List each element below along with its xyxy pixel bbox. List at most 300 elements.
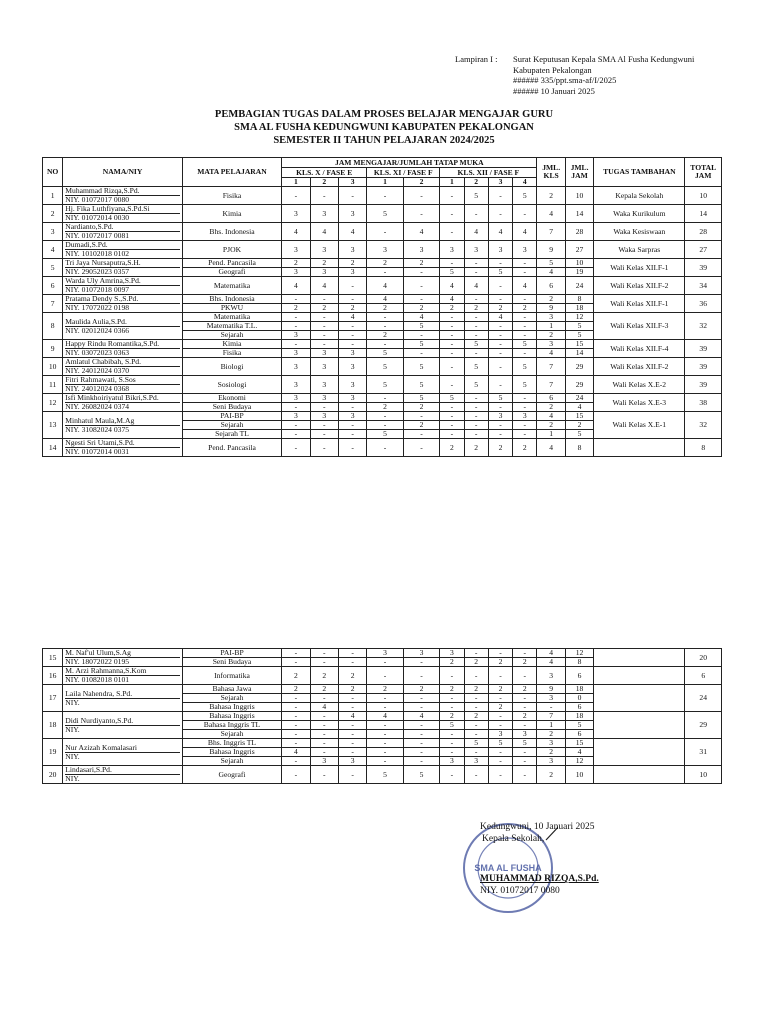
table-row — [43, 205, 722, 223]
total-jam: 14 — [685, 205, 722, 223]
hours-cell: - — [488, 649, 512, 658]
jml-kls-cell: 7 — [537, 712, 565, 721]
jml-jam-cell: 15 — [565, 340, 593, 349]
jml-kls-cell: 2 — [537, 187, 565, 205]
teacher-name: Maulida Aulia,S.Pd. — [65, 316, 127, 326]
hours-cell: - — [513, 331, 537, 340]
total-jam: 28 — [685, 223, 722, 241]
hours-cell: 3 — [338, 757, 366, 766]
teacher-name-cell — [63, 766, 183, 784]
hours-cell: - — [338, 439, 366, 457]
table-row — [43, 412, 722, 421]
hours-cell: 3 — [440, 649, 464, 658]
tugas-tambahan — [594, 712, 685, 739]
hours-cell: 4 — [464, 277, 488, 295]
hours-cell: - — [310, 331, 338, 340]
teacher-niy: NIY. 29052023 0357 — [65, 267, 180, 276]
hours-cell: - — [464, 313, 488, 322]
hours-cell: - — [440, 340, 464, 349]
hours-cell: - — [403, 730, 439, 739]
jml-jam-cell: 2 — [565, 421, 593, 430]
hours-cell: - — [310, 649, 338, 658]
jml-jam-cell: 12 — [565, 313, 593, 322]
teacher-no: 4 — [43, 241, 63, 259]
lampiran-line: Kabupaten Pekalongan — [513, 64, 592, 75]
hours-cell: 5 — [513, 739, 537, 748]
hours-cell: - — [403, 757, 439, 766]
hours-cell: 4 — [338, 712, 366, 721]
hours-cell: - — [403, 430, 439, 439]
hours-cell: - — [464, 394, 488, 403]
total-jam: 36 — [685, 295, 722, 313]
hours-cell: - — [440, 403, 464, 412]
total-jam: 38 — [685, 394, 722, 412]
teacher-name-cell — [63, 394, 183, 412]
hours-cell: - — [488, 694, 512, 703]
hours-cell: 3 — [464, 241, 488, 259]
hours-cell: 3 — [403, 649, 439, 658]
hours-cell: 3 — [338, 394, 366, 403]
teacher-name-cell — [63, 439, 183, 457]
subject: Sejarah — [182, 331, 281, 340]
subject: PKWU — [182, 304, 281, 313]
hours-cell: - — [338, 766, 366, 784]
table-row — [43, 685, 722, 694]
hours-cell: - — [513, 322, 537, 331]
hours-cell: - — [310, 403, 338, 412]
table-row — [43, 649, 722, 658]
teacher-name: Didi Nurdiyanto,S.Pd. — [65, 715, 134, 725]
col-jam-mengajar: JAM MENGAJAR/JUMLAH TATAP MUKA — [282, 158, 537, 168]
hours-cell: 2 — [403, 421, 439, 430]
hours-cell: - — [403, 205, 439, 223]
hours-cell: 4 — [403, 313, 439, 322]
tugas-tambahan: Wali Kelas X.E-1 — [594, 412, 685, 439]
hours-cell: 2 — [282, 304, 310, 313]
hours-cell: 2 — [488, 439, 512, 457]
tugas-tambahan: Wali Kelas XII.F-2 — [594, 277, 685, 295]
hours-cell: - — [440, 358, 464, 376]
teacher-no: 16 — [43, 667, 63, 685]
hours-cell: 3 — [282, 268, 310, 277]
hours-cell: 5 — [367, 376, 403, 394]
jml-jam-cell: 15 — [565, 739, 593, 748]
hours-cell: 4 — [488, 313, 512, 322]
hours-cell: 5 — [488, 739, 512, 748]
hours-cell: 5 — [403, 358, 439, 376]
hours-cell: - — [367, 667, 403, 685]
subject: Ekonomi — [182, 394, 281, 403]
teacher-niy: NIY. 01082018 0101 — [65, 675, 180, 684]
hours-cell: - — [440, 331, 464, 340]
hours-cell: 5 — [513, 376, 537, 394]
hours-cell: - — [282, 439, 310, 457]
hours-cell: - — [367, 187, 403, 205]
hours-cell: - — [338, 703, 366, 712]
subject: Kimia — [182, 205, 281, 223]
hours-cell: 4 — [367, 295, 403, 304]
jml-kls-cell: 2 — [537, 295, 565, 304]
teacher-niy: NIY. — [65, 725, 180, 734]
hours-cell: - — [440, 739, 464, 748]
hours-cell: - — [440, 694, 464, 703]
teacher-name: Pratama Dendy S.,S.Pd. — [65, 294, 139, 303]
hours-cell: - — [464, 766, 488, 784]
doc-title-line-3: SEMESTER II TAHUN PELAJARAN 2024/2025 — [273, 135, 495, 146]
jml-kls-cell: 7 — [537, 376, 565, 394]
tugas-tambahan: Waka Kurikulum — [594, 205, 685, 223]
teacher-no: 12 — [43, 394, 63, 412]
hours-cell: 4 — [338, 313, 366, 322]
hours-cell: - — [440, 259, 464, 268]
jml-jam-cell: 0 — [565, 694, 593, 703]
hours-cell: - — [488, 430, 512, 439]
hours-cell: - — [282, 757, 310, 766]
teacher-no: 11 — [43, 376, 63, 394]
teacher-name: Hj. Fika Luthfiyana,S.Pd.Si — [65, 204, 150, 213]
hours-cell: 2 — [282, 259, 310, 268]
hours-cell: - — [282, 322, 310, 331]
hours-cell: 2 — [367, 403, 403, 412]
subject: Bhs. Indonesia — [182, 295, 281, 304]
tugas-tambahan — [594, 649, 685, 667]
hours-cell: 2 — [440, 712, 464, 721]
hours-cell: 5 — [367, 358, 403, 376]
hours-cell: 4 — [440, 277, 464, 295]
hours-cell: 4 — [513, 223, 537, 241]
hours-cell: 2 — [464, 712, 488, 721]
hours-cell: - — [367, 421, 403, 430]
hours-cell: - — [464, 322, 488, 331]
hours-cell: 3 — [513, 730, 537, 739]
total-jam: 24 — [685, 685, 722, 712]
teacher-name-cell — [63, 712, 183, 739]
lampiran-line: Surat Keputusan Kepala SMA Al Fusha Kedungwuni — [513, 54, 695, 64]
hours-cell: - — [440, 187, 464, 205]
teacher-no: 13 — [43, 412, 63, 439]
jml-jam-cell: 29 — [565, 376, 593, 394]
table-row — [43, 277, 722, 295]
teacher-niy: NIY. 01072017 0081 — [65, 231, 180, 240]
hours-cell: 3 — [282, 394, 310, 403]
total-jam: 39 — [685, 340, 722, 358]
hours-cell: 5 — [403, 340, 439, 349]
jml-kls-cell: 7 — [537, 358, 565, 376]
hours-cell: 3 — [403, 241, 439, 259]
teacher-name-cell — [63, 649, 183, 667]
jml-kls-cell: 2 — [537, 403, 565, 412]
hours-cell: - — [440, 430, 464, 439]
lampiran-line: ###### 10 Januari 2025 — [513, 85, 595, 96]
hours-cell: - — [310, 766, 338, 784]
teacher-niy: NIY. 24012024 0368 — [65, 384, 180, 393]
hours-cell: 2 — [338, 667, 366, 685]
hours-cell: - — [513, 748, 537, 757]
hours-cell: - — [282, 649, 310, 658]
jml-jam-cell: 5 — [565, 322, 593, 331]
teacher-niy: NIY. 31082024 0375 — [65, 425, 180, 434]
hours-cell: 5 — [367, 430, 403, 439]
jml-jam-cell: 29 — [565, 358, 593, 376]
sub-col: 1 — [282, 178, 310, 187]
hours-cell: - — [440, 766, 464, 784]
col-jml-jam: JML. JAM — [565, 158, 593, 187]
hours-cell: - — [310, 313, 338, 322]
total-jam: 39 — [685, 358, 722, 376]
hours-cell: - — [464, 649, 488, 658]
table-body-main — [43, 187, 722, 457]
teacher-niy: NIY. 26082024 0374 — [65, 402, 180, 411]
tugas-tambahan: Wali Kelas XII.F-2 — [594, 358, 685, 376]
jml-kls-cell: 3 — [537, 694, 565, 703]
jml-jam-cell: 18 — [565, 304, 593, 313]
hours-cell: - — [488, 205, 512, 223]
hours-cell: - — [338, 721, 366, 730]
hours-cell: 5 — [464, 187, 488, 205]
hours-cell: - — [513, 313, 537, 322]
table-row — [43, 313, 722, 322]
teacher-niy: NIY. 02012024 0366 — [65, 326, 180, 335]
sub-col: 2 — [310, 178, 338, 187]
jml-kls-cell: 9 — [537, 304, 565, 313]
hours-cell: - — [367, 739, 403, 748]
jml-jam-cell: 12 — [565, 649, 593, 658]
hours-cell: 3 — [310, 205, 338, 223]
teacher-niy: NIY. — [65, 774, 180, 783]
jml-jam-cell: 24 — [565, 394, 593, 403]
hours-cell: 2 — [464, 685, 488, 694]
jml-kls-cell: 4 — [537, 658, 565, 667]
col-no: NO — [43, 158, 63, 187]
subject: Bhs. Indonesia — [182, 223, 281, 241]
jml-jam-cell: 8 — [565, 295, 593, 304]
hours-cell: - — [488, 403, 512, 412]
jml-kls-cell: 4 — [537, 349, 565, 358]
hours-cell: - — [282, 187, 310, 205]
jml-kls-cell: 4 — [537, 412, 565, 421]
hours-cell: 3 — [338, 376, 366, 394]
hours-cell: 2 — [310, 304, 338, 313]
teacher-niy: NIY. 24012024 0370 — [65, 366, 180, 375]
jml-jam-cell: 27 — [565, 241, 593, 259]
hours-cell: - — [282, 313, 310, 322]
teacher-name: Warda Uly Amrina,S.Pd. — [65, 276, 141, 285]
tugas-tambahan: Wali Kelas X.E-2 — [594, 376, 685, 394]
hours-cell: - — [440, 748, 464, 757]
teacher-name-cell — [63, 223, 183, 241]
hours-cell: - — [440, 667, 464, 685]
hours-cell: - — [338, 421, 366, 430]
hours-cell: - — [464, 667, 488, 685]
hours-cell: - — [513, 268, 537, 277]
hours-cell: - — [367, 757, 403, 766]
total-jam: 10 — [685, 187, 722, 205]
teacher-niy: NIY. 01072014 0031 — [65, 447, 180, 456]
jml-jam-cell: 4 — [565, 403, 593, 412]
jml-jam-cell: 15 — [565, 412, 593, 421]
table-row — [43, 394, 722, 403]
hours-cell: 3 — [310, 394, 338, 403]
jml-kls-cell: - — [537, 703, 565, 712]
teacher-name-cell — [63, 376, 183, 394]
hours-cell: - — [488, 187, 512, 205]
teacher-name: Ngesti Sri Utami,S.Pd. — [65, 438, 135, 447]
col-jml-kls: JML. KLS — [537, 158, 565, 187]
teacher-no: 2 — [43, 205, 63, 223]
jml-jam-cell: 4 — [565, 748, 593, 757]
hours-cell: - — [403, 703, 439, 712]
total-jam: 29 — [685, 712, 722, 739]
hours-cell: - — [464, 412, 488, 421]
hours-cell: 4 — [513, 277, 537, 295]
hours-cell: - — [464, 349, 488, 358]
hours-cell: 5 — [367, 349, 403, 358]
hours-cell: - — [488, 340, 512, 349]
teacher-name-cell — [63, 667, 183, 685]
jml-jam-cell: 14 — [565, 205, 593, 223]
hours-cell: 3 — [464, 757, 488, 766]
teacher-name: Amlatul Chabibah, S.Pd. — [65, 357, 141, 366]
teacher-niy: NIY. 10102018 0102 — [65, 249, 180, 258]
hours-cell: 2 — [488, 658, 512, 667]
hours-cell: - — [338, 649, 366, 658]
hours-cell: 4 — [282, 223, 310, 241]
table-row — [43, 187, 722, 205]
hours-cell: - — [367, 268, 403, 277]
subject: Matematika T.L. — [182, 322, 281, 331]
hours-cell: 3 — [338, 241, 366, 259]
hours-cell: 5 — [464, 358, 488, 376]
hours-cell: - — [282, 739, 310, 748]
teacher-name: Isfi Minkhoiriyatul Bikri,S.Pd. — [65, 393, 159, 402]
teacher-name: Dumadi,S.Pd. — [65, 240, 108, 249]
hours-cell: - — [513, 295, 537, 304]
tugas-tambahan: Kepala Sekolah — [594, 187, 685, 205]
hours-cell: 2 — [403, 403, 439, 412]
hours-cell: - — [338, 322, 366, 331]
hours-cell: 3 — [310, 412, 338, 421]
hours-cell: 2 — [367, 331, 403, 340]
signature-block — [480, 821, 599, 897]
hours-cell: - — [513, 649, 537, 658]
table-row — [43, 376, 722, 394]
hours-cell: - — [282, 658, 310, 667]
subject: Fisika — [182, 349, 281, 358]
hours-cell: - — [282, 766, 310, 784]
table-row — [43, 766, 722, 784]
teacher-niy: NIY. 01072014 0030 — [65, 213, 180, 222]
lampiran-line: ###### 335/ppt.sma-af/I/2025 — [513, 75, 617, 86]
subject: Biologi — [182, 358, 281, 376]
hours-cell: - — [488, 721, 512, 730]
hours-cell: - — [403, 748, 439, 757]
hours-cell: - — [488, 331, 512, 340]
hours-cell: 2 — [338, 304, 366, 313]
table-row — [43, 358, 722, 376]
hours-cell: 3 — [488, 241, 512, 259]
hours-cell: - — [310, 439, 338, 457]
teacher-name-cell — [63, 313, 183, 340]
hours-cell: 4 — [367, 712, 403, 721]
jml-jam-cell: 10 — [565, 259, 593, 268]
hours-cell: 3 — [310, 349, 338, 358]
signature-name: MUHAMMAD RIZQA,S.Pd. — [480, 874, 599, 884]
hours-cell: - — [367, 394, 403, 403]
hours-cell: - — [403, 439, 439, 457]
hours-cell: 4 — [403, 223, 439, 241]
hours-cell: - — [440, 322, 464, 331]
hours-cell: - — [464, 403, 488, 412]
subject: Sejarah — [182, 730, 281, 739]
hours-cell: - — [488, 421, 512, 430]
jml-jam-cell: 10 — [565, 766, 593, 784]
teacher-name-cell — [63, 739, 183, 766]
hours-cell: - — [403, 268, 439, 277]
teacher-name: Muhammad Rizqa,S.Pd. — [65, 186, 140, 195]
jml-kls-cell: 4 — [537, 649, 565, 658]
hours-cell: 2 — [513, 439, 537, 457]
hours-cell: - — [488, 667, 512, 685]
total-jam: 39 — [685, 259, 722, 277]
jml-kls-cell: 4 — [537, 439, 565, 457]
jml-jam-cell: 6 — [565, 730, 593, 739]
jml-jam-cell: 6 — [565, 667, 593, 685]
tugas-tambahan: Wali Kelas XII.F-1 — [594, 259, 685, 277]
hours-cell: - — [488, 358, 512, 376]
hours-cell: 3 — [282, 349, 310, 358]
jml-jam-cell: 10 — [565, 187, 593, 205]
jml-kls-cell: 2 — [537, 730, 565, 739]
total-jam: 31 — [685, 739, 722, 766]
jml-jam-cell: 5 — [565, 721, 593, 730]
jml-kls-cell: 1 — [537, 322, 565, 331]
hours-cell: - — [310, 694, 338, 703]
teacher-name-cell — [63, 241, 183, 259]
hours-cell: - — [513, 757, 537, 766]
hours-cell: 5 — [403, 376, 439, 394]
subject: Sejarah — [182, 421, 281, 430]
hours-cell: 5 — [440, 721, 464, 730]
teacher-no: 17 — [43, 685, 63, 712]
jml-jam-cell: 18 — [565, 685, 593, 694]
signature-place-date: Kedungwuni, 10 Januari 2025 — [480, 822, 595, 832]
hours-cell: 5 — [440, 394, 464, 403]
hours-cell: - — [440, 376, 464, 394]
hours-cell: - — [310, 295, 338, 304]
total-jam: 27 — [685, 241, 722, 259]
hours-cell: 2 — [440, 685, 464, 694]
hours-cell: - — [464, 430, 488, 439]
sub-col: 3 — [338, 178, 366, 187]
table-body-continued — [43, 649, 722, 784]
hours-cell: - — [282, 421, 310, 430]
subject: Bahasa Inggris — [182, 712, 281, 721]
hours-cell: - — [338, 739, 366, 748]
hours-cell: 5 — [403, 766, 439, 784]
hours-cell: - — [367, 412, 403, 421]
hours-cell: - — [310, 730, 338, 739]
total-jam: 32 — [685, 412, 722, 439]
hours-cell: - — [403, 295, 439, 304]
hours-cell: 2 — [338, 259, 366, 268]
lampiran-label: Lampiran I : — [455, 54, 498, 64]
table-row — [43, 739, 722, 748]
subject: Sejarah — [182, 694, 281, 703]
tugas-tambahan: Wali Kelas XII.F-4 — [594, 340, 685, 358]
hours-cell: 5 — [464, 376, 488, 394]
hours-cell: - — [403, 412, 439, 421]
hours-cell: 2 — [488, 304, 512, 313]
